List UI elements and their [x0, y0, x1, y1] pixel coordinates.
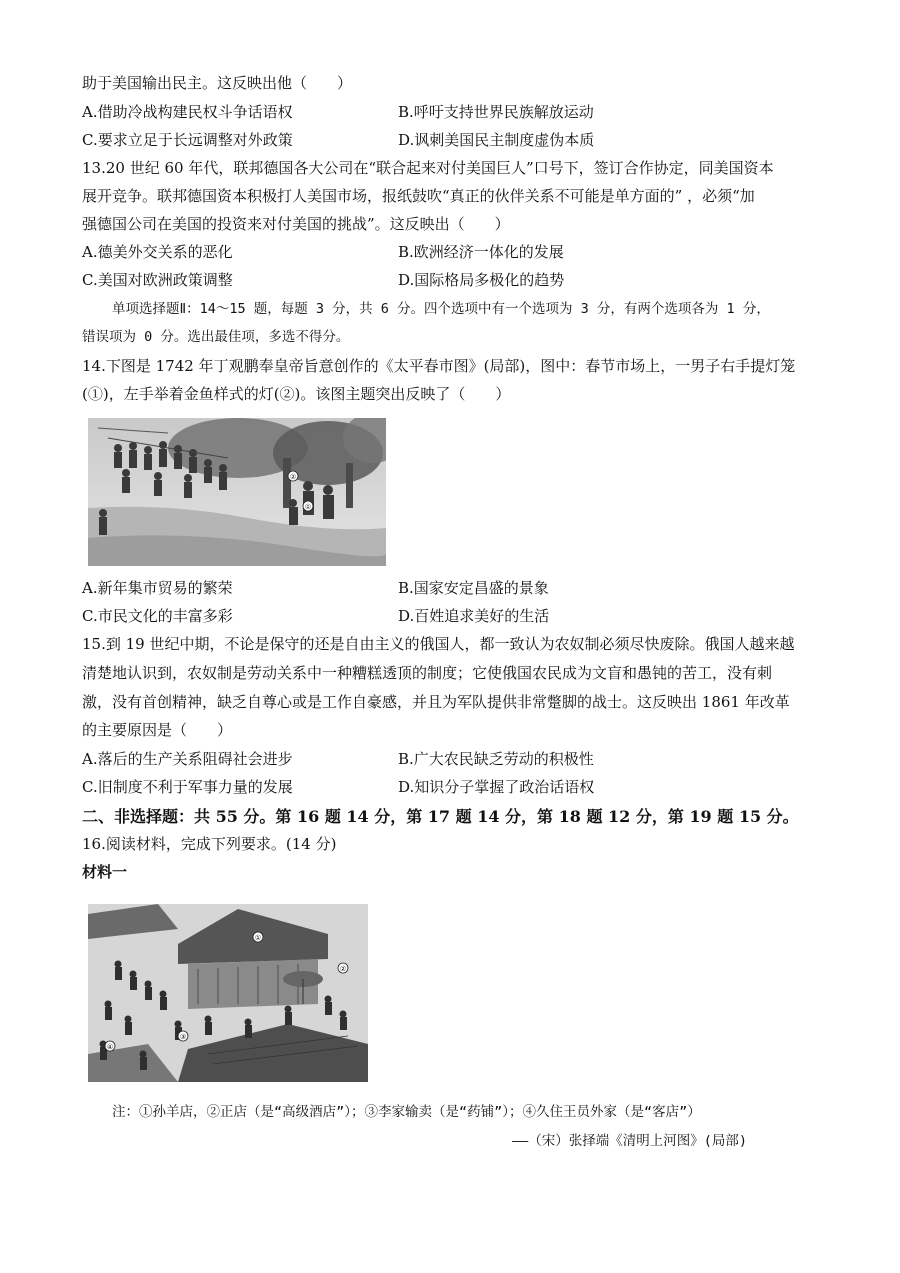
q16-note: 注：①孙羊店，②正店（是“高级酒店”）；③李家输卖（是“药铺”）；④久住王员外家（是“客店”）	[112, 1104, 701, 1120]
q16-source: ——（宋）张择端《清明上河图》(局部)	[512, 1133, 748, 1149]
q14-marker-1: ①	[304, 503, 312, 511]
q16-marker-4: ④	[106, 1043, 114, 1051]
q16-intro: 16.阅读材料，完成下列要求。(14 分)	[82, 835, 337, 853]
q15-option-c: C.旧制度不利于军事力量的发展	[82, 778, 293, 796]
taiping-spring-market-painting	[88, 418, 386, 566]
q14-option-c: C.市民文化的丰富多彩	[82, 607, 233, 625]
section-single-choice-2-line-2: 错误项为 0 分。选出最佳项，多选不得分。	[82, 329, 350, 345]
q13-line-2: 展开竞争。联邦德国资本积极打人美国市场，报纸鼓吹“真正的伙伴关系不可能是单方面的” ，必须“加	[82, 187, 755, 205]
q15-option-b: B.广大农民缺乏劳动的积极性	[398, 750, 594, 768]
q16-material-label: 材料一	[82, 863, 128, 881]
q16-marker-2: ②	[339, 965, 347, 973]
q14-line-1: 14.下图是 1742 年丁观鹏奉皇帝旨意创作的《太平春市图》(局部)，图中：春节市场上，一男子右手提灯笼	[82, 357, 796, 375]
q12-option-c: C.要求立足于长远调整对外政策	[82, 131, 293, 149]
q15-line-1: 15.到 19 世纪中期，不论是保守的还是自由主义的俄国人，都一致认为农奴制必须尽快废除。俄国人越来越	[82, 635, 795, 653]
q15-line-4: 的主要原因是（ ）	[82, 721, 233, 739]
q14-option-d: D.百姓追求美好的生活	[398, 607, 550, 625]
q12-option-a: A.借助冷战构建民权斗争话语权	[82, 103, 293, 121]
q13-line-3: 强德国公司在美国的投资来对付美国的挑战”。这反映出（ ）	[82, 215, 510, 233]
q14-option-a: A.新年集市贸易的繁荣	[82, 579, 233, 597]
q15-line-3: 激，没有首创精神，缺乏自尊心或是工作自豪感，并且为军队提供非常蹩脚的战士。这反映出 1861 年改革	[82, 693, 790, 711]
section-single-choice-2-line-1: 单项选择题Ⅱ：14～15 题，每题 3 分，共 6 分。四个选项中有一个选项为 3 分，有两个选项各为 1 分，	[112, 301, 770, 317]
q12-stem-end: 助于美国输出民主。这反映出他（ ）	[82, 74, 353, 92]
q16-marker-1: ①	[254, 934, 262, 942]
q12-option-d: D.讽刺美国民主制度虚伪本质	[398, 131, 595, 149]
q13-option-a: A.德美外交关系的恶化	[82, 243, 233, 261]
q15-line-2: 清楚地认识到，农奴制是劳动关系中一种糟糕透顶的制度；它使俄国农民成为文盲和愚钝的苦工，没有刺	[82, 664, 773, 682]
q14-marker-2: ②	[289, 473, 297, 481]
q13-option-b: B.欧洲经济一体化的发展	[398, 243, 564, 261]
q13-line-1: 13.20 世纪 60 年代，联邦德国各大公司在“联合起来对付美国巨人”口号下，签订合作协定，同美国资本	[82, 159, 774, 177]
q15-option-d: D.知识分子掌握了政治话语权	[398, 778, 595, 796]
q13-option-c: C.美国对欧洲政策调整	[82, 271, 233, 289]
q13-option-d: D.国际格局多极化的趋势	[398, 271, 565, 289]
q15-option-a: A.落后的生产关系阻碍社会进步	[82, 750, 293, 768]
section-2-heading: 二、非选择题：共 55 分。第 16 题 14 分，第 17 题 14 分，第 18 题 12 分，第 19 题 15 分。	[82, 807, 799, 826]
q16-marker-3: ③	[179, 1033, 187, 1041]
q14-option-b: B.国家安定昌盛的景象	[398, 579, 549, 597]
qingming-riverside-painting	[88, 904, 368, 1082]
q14-line-2: (①)，左手举着金鱼样式的灯(②)。该图主题突出反映了（ ）	[82, 385, 511, 403]
q12-option-b: B.呼吁支持世界民族解放运动	[398, 103, 594, 121]
